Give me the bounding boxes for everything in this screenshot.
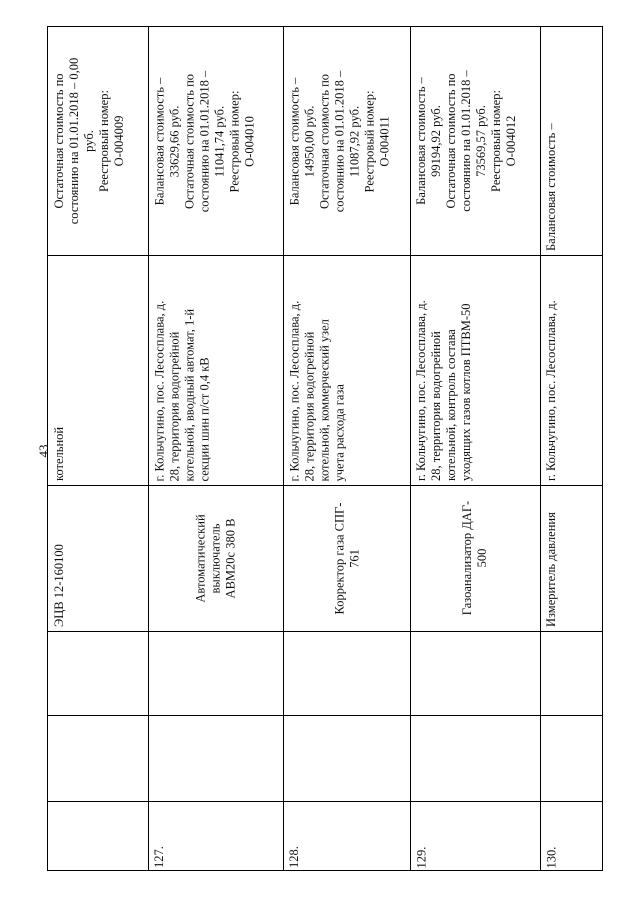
page-number: 43 — [36, 444, 51, 458]
row-127-address: г. Кольчугино, пос. Лесосплава, д. 28, территория водогрейной котельной, вводный автомат, 1-й секции шин п/ст 0,4 кВ — [152, 300, 211, 481]
cell-num — [410, 801, 540, 872]
row-128-name: Корректор газа СПГ- 761 — [331, 502, 361, 614]
row-129-value: Балансовая стоимость – 99194,92 руб. Остаточная стоимость по состоянию на 01.01.2018 – 73569,57 руб. Реестровый номер: О-004012 — [414, 70, 518, 212]
cell-empty — [48, 715, 148, 801]
cell-address — [48, 255, 148, 485]
cell-num — [148, 801, 283, 872]
cell-empty — [410, 631, 540, 715]
cell-name — [148, 485, 283, 631]
cell-value — [410, 27, 540, 255]
cell-name — [48, 485, 148, 631]
document-table — [47, 26, 603, 871]
row-129-name: Газоанализатор ДАГ- 500 — [460, 500, 489, 616]
row-126-cont-value: Остаточная стоимость по состоянию на 01.01.2018 – 0,00 руб. Реестровый номер: О-004009 — [52, 57, 126, 225]
row-128-num: 128. — [287, 846, 301, 868]
row-128-address: г. Кольчугино, пос. Лесосплава, д. 28, территория водогрейной котельной, коммерческий узел учета расхода газа — [287, 300, 346, 481]
row-130-num: 130. — [544, 846, 558, 868]
row-130-address: г. Кольчугино, пос. Лесосплава, д. — [544, 300, 558, 481]
row-126-cont-num — [52, 805, 144, 868]
cell-name — [410, 485, 540, 631]
cell-empty — [540, 715, 604, 801]
cell-value — [148, 27, 283, 255]
cell-value — [48, 27, 148, 255]
row-127-value: Балансовая стоимость – 33629,66 руб. Остаточная стоимость по состоянию на 01.01.2018 – 11041,74 руб. Реестровый номер: О-004010 — [152, 70, 256, 212]
cell-value — [540, 27, 604, 255]
row-129-num: 129. — [414, 846, 428, 868]
cell-address — [540, 255, 604, 485]
row-127-name: Автоматический выключатель АВМ20с 380 В — [193, 513, 237, 603]
row-126-cont-name: ЭЦВ 12-160100 — [52, 544, 66, 627]
cell-address — [283, 255, 410, 485]
cell-name — [540, 485, 604, 631]
cell-empty — [283, 631, 410, 715]
row-130-name: Измеритель давления — [544, 512, 558, 627]
cell-empty — [148, 631, 283, 715]
cell-value — [283, 27, 410, 255]
cell-address — [148, 255, 283, 485]
cell-num — [48, 801, 148, 872]
cell-empty — [48, 631, 148, 715]
cell-num — [283, 801, 410, 872]
row-129-address: г. Кольчугино, пос. Лесосплава, д. 28, территория водогрейной котельной, контроль состава уходящих газов котлов ПТВМ-50 — [414, 300, 473, 481]
row-126-cont-address: котельной — [52, 426, 66, 481]
cell-address — [410, 255, 540, 485]
row-128-value: Балансовая стоимость – 14950,00 руб. Остаточная стоимость по состоянию на 01.01.2018 – 11087,92 руб. Реестровый номер: О-004011 — [287, 70, 391, 212]
row-127-num: 127. — [152, 846, 166, 868]
cell-empty — [283, 715, 410, 801]
cell-num — [540, 801, 604, 872]
cell-empty — [410, 715, 540, 801]
cell-name — [283, 485, 410, 631]
cell-empty — [540, 631, 604, 715]
row-130-value: Балансовая стоимость – — [544, 123, 558, 251]
cell-empty — [148, 715, 283, 801]
